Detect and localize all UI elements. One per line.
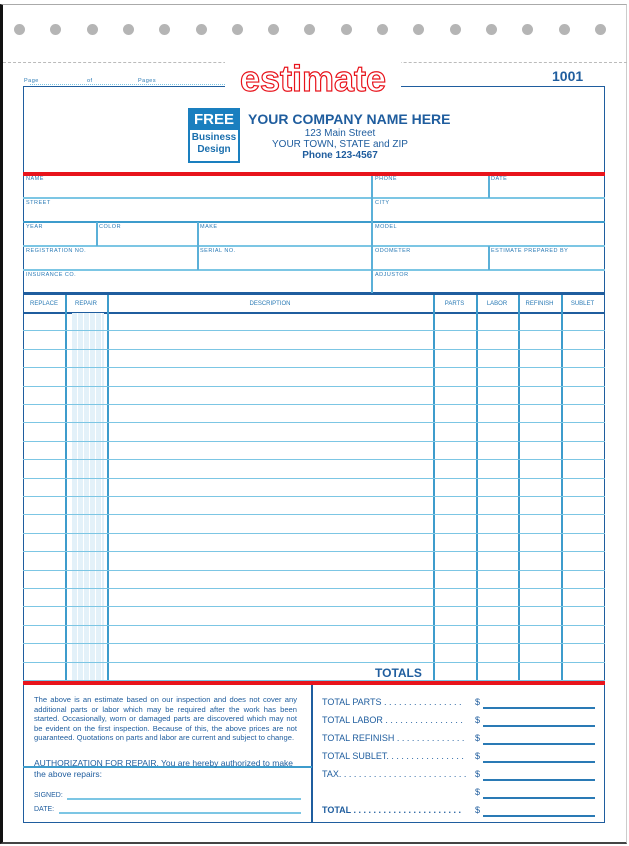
red-divider-bottom bbox=[23, 681, 605, 685]
of-label: of bbox=[87, 78, 93, 84]
disclaimer-text: The above is an estimate based on our inspection and does not cover any additional parts or labor which may be required after the work has been started. Occasionally, worn or damaged parts are discovered which may not be evident on the first inspection. Because of this, the above prices are not guaranteed. Quotations on parts and labor are current and subject to change. bbox=[34, 695, 297, 743]
punch-hole bbox=[450, 24, 461, 35]
field-model[interactable]: MODEL bbox=[375, 224, 398, 230]
field-date[interactable]: DATE bbox=[491, 176, 508, 182]
table-row[interactable] bbox=[23, 552, 605, 570]
table-row[interactable] bbox=[23, 534, 605, 552]
table-row[interactable] bbox=[23, 571, 605, 589]
form-title: estimate bbox=[225, 62, 401, 96]
field-registration[interactable]: REGISTRATION NO. bbox=[26, 248, 87, 254]
total-label: TOTAL LABOR . . . . . . . . . . . . . . . . bbox=[322, 715, 463, 725]
company-phone: Phone 123-4567 bbox=[302, 150, 378, 161]
field-year[interactable]: YEAR bbox=[26, 224, 43, 230]
page-line bbox=[30, 84, 225, 85]
punch-hole bbox=[87, 24, 98, 35]
table-row[interactable] bbox=[23, 387, 605, 405]
field-serial[interactable]: SERIAL NO. bbox=[200, 248, 236, 254]
field-make[interactable]: MAKE bbox=[200, 224, 218, 230]
total-amount-line[interactable] bbox=[483, 743, 595, 745]
currency-symbol: $ bbox=[475, 733, 481, 743]
authorization-text: AUTHORIZATION FOR REPAIR. You are hereby authorized to make the above repairs: bbox=[34, 758, 294, 779]
table-row[interactable] bbox=[23, 497, 605, 515]
field-city[interactable]: CITY bbox=[375, 200, 390, 206]
field-insurance[interactable]: INSURANCE CO. bbox=[26, 272, 77, 278]
field-street[interactable]: STREET bbox=[26, 200, 51, 206]
table-row[interactable] bbox=[23, 589, 605, 607]
currency-symbol: $ bbox=[475, 787, 481, 797]
red-divider-top bbox=[23, 172, 605, 176]
company-city: YOUR TOWN, STATE and ZIP bbox=[272, 139, 408, 150]
table-row[interactable] bbox=[23, 626, 605, 644]
totals-label: TOTALS bbox=[375, 666, 422, 680]
table-row[interactable] bbox=[23, 331, 605, 349]
currency-symbol: $ bbox=[475, 769, 481, 779]
column-header: REPAIR bbox=[75, 301, 97, 307]
total-label: TOTAL SUBLET. . . . . . . . . . . . . . . . bbox=[322, 751, 464, 761]
table-row[interactable] bbox=[23, 423, 605, 441]
logo bbox=[188, 108, 240, 163]
column-header: PARTS bbox=[444, 301, 465, 307]
punch-hole bbox=[595, 24, 606, 35]
total-amount-line[interactable] bbox=[483, 797, 595, 799]
punch-hole bbox=[196, 24, 207, 35]
currency-symbol: $ bbox=[475, 805, 481, 815]
total-amount-line[interactable] bbox=[483, 725, 595, 727]
signed-label: SIGNED: bbox=[34, 792, 63, 799]
currency-symbol: $ bbox=[475, 697, 481, 707]
punch-hole bbox=[559, 24, 570, 35]
date-line[interactable] bbox=[59, 812, 301, 814]
company-street: 123 Main Street bbox=[304, 128, 376, 139]
table-row[interactable] bbox=[23, 663, 605, 681]
table-row[interactable] bbox=[23, 644, 605, 662]
table-row[interactable] bbox=[23, 515, 605, 533]
field-name[interactable]: NAME bbox=[26, 176, 44, 182]
punch-hole bbox=[341, 24, 352, 35]
field-prepared-by[interactable]: ESTIMATE PREPARED BY bbox=[491, 248, 569, 254]
logo-line1: Business bbox=[191, 132, 237, 143]
page-label: Page bbox=[24, 78, 39, 84]
column-header: REFINISH bbox=[525, 301, 554, 307]
table-row[interactable] bbox=[23, 607, 605, 625]
total-amount-line[interactable] bbox=[483, 761, 595, 763]
signature-line[interactable] bbox=[67, 798, 301, 800]
logo-line2: Design bbox=[197, 144, 231, 155]
table-row[interactable] bbox=[23, 368, 605, 386]
column-header: DESCRIPTION bbox=[249, 301, 291, 307]
total-amount-line[interactable] bbox=[483, 779, 595, 781]
punch-hole bbox=[486, 24, 497, 35]
punch-hole bbox=[377, 24, 388, 35]
date-label: DATE: bbox=[34, 806, 55, 813]
table-row[interactable] bbox=[23, 313, 605, 331]
total-label: TOTAL PARTS . . . . . . . . . . . . . . . . bbox=[322, 697, 462, 707]
table-row[interactable] bbox=[23, 350, 605, 368]
total-label: TOTAL REFINISH . . . . . . . . . . . . . . bbox=[322, 733, 465, 743]
logo-free: FREE bbox=[190, 110, 238, 130]
field-phone[interactable]: PHONE bbox=[375, 176, 398, 182]
field-odometer[interactable]: ODOMETER bbox=[375, 248, 411, 254]
column-header: REPLACE bbox=[29, 301, 58, 307]
total-amount-line[interactable] bbox=[483, 707, 595, 709]
table-row[interactable] bbox=[23, 442, 605, 460]
table-row[interactable] bbox=[23, 460, 605, 478]
currency-symbol: $ bbox=[475, 751, 481, 761]
total-amount-line[interactable] bbox=[483, 815, 595, 817]
total-label: TAX. . . . . . . . . . . . . . . . . . . . . . . . . . bbox=[322, 769, 467, 779]
pages-label: Pages bbox=[138, 78, 157, 84]
table-row[interactable] bbox=[23, 405, 605, 423]
currency-symbol: $ bbox=[475, 715, 481, 725]
punch-hole bbox=[123, 24, 134, 35]
table-row[interactable] bbox=[23, 479, 605, 497]
form-number: 1001 bbox=[552, 68, 584, 84]
punch-hole bbox=[14, 24, 25, 35]
company-address bbox=[240, 128, 440, 161]
column-header: SUBLET bbox=[570, 301, 595, 307]
field-color[interactable]: COLOR bbox=[99, 224, 122, 230]
total-label: TOTAL . . . . . . . . . . . . . . . . . . . . . . bbox=[322, 805, 462, 815]
field-adjustor[interactable]: ADJUSTOR bbox=[375, 272, 409, 278]
punch-hole bbox=[232, 24, 243, 35]
column-header: LABOR bbox=[486, 301, 508, 307]
company-name: YOUR COMPANY NAME HERE bbox=[248, 111, 451, 127]
